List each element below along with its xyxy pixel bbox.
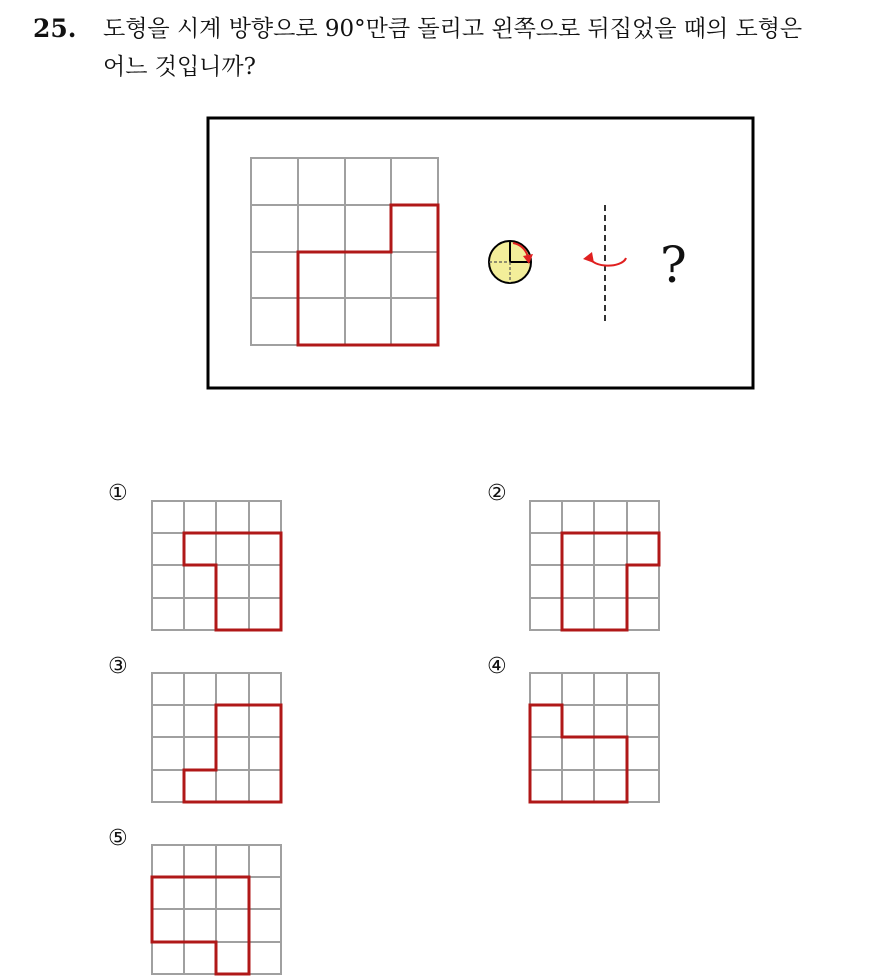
choice-label: ②	[487, 481, 507, 506]
choice-shape-outline	[184, 533, 281, 630]
choice-3[interactable]	[108, 654, 281, 802]
question-number: 25.	[33, 14, 77, 43]
choice-label: ④	[487, 654, 507, 679]
question-mark: ?	[660, 236, 687, 294]
original-shape-outline	[298, 205, 438, 345]
choice-shape-outline	[152, 877, 249, 974]
choice-1[interactable]	[108, 481, 281, 630]
choice-shape-outline	[562, 533, 659, 630]
choice-5[interactable]	[108, 826, 281, 974]
question-text-line-1: 도형을 시계 방향으로 90°만큼 돌리고 왼쪽으로 뒤집었을 때의 도형은	[103, 16, 803, 42]
choice-label: ③	[108, 654, 128, 679]
choice-shape-outline	[530, 705, 627, 802]
choice-label: ①	[108, 481, 128, 506]
choice-shape-outline	[184, 705, 281, 802]
flip-horizontal-icon	[583, 205, 626, 325]
choice-4[interactable]	[487, 654, 659, 802]
choice-2[interactable]	[487, 481, 659, 630]
clockwise-quarter-turn-icon	[489, 241, 533, 283]
question-text-line-2: 어느 것입니까?	[103, 54, 256, 80]
choice-label: ⑤	[108, 826, 128, 851]
original-shape-grid	[251, 158, 438, 345]
